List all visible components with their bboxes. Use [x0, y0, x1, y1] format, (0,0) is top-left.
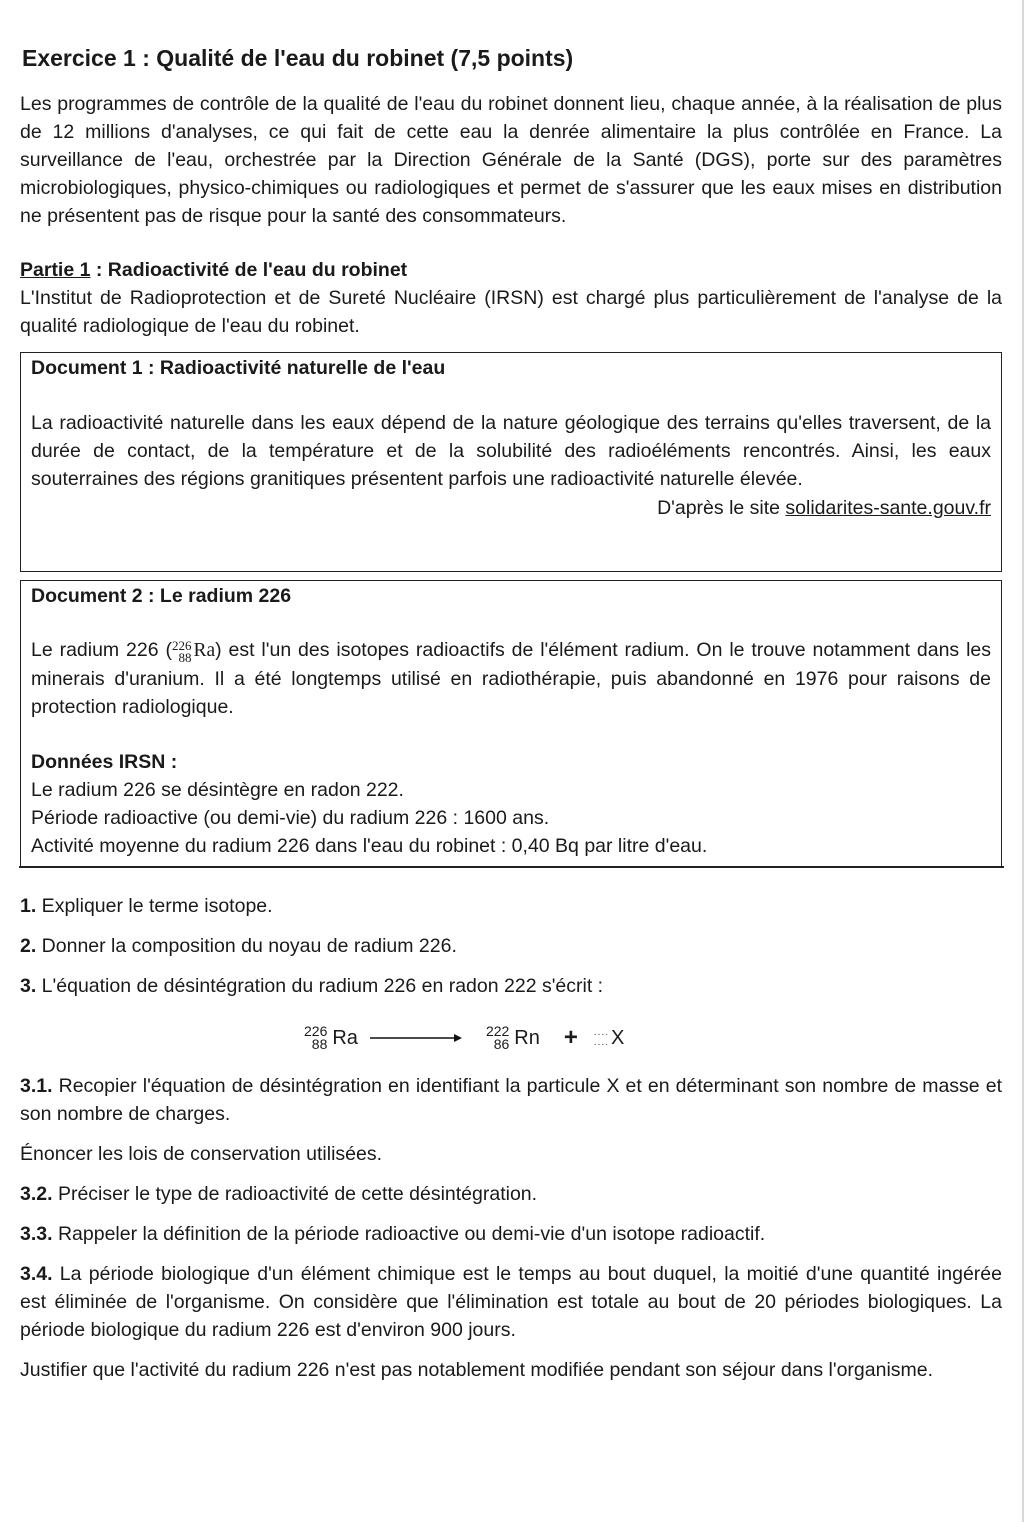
right-charge-number: 86: [493, 1036, 510, 1052]
question-3-3: 3.3. Rappeler la définition de la période radioactive ou demi-vie d'un isotope radioactif.: [20, 1223, 766, 1245]
question-1: 1. Expliquer le terme isotope.: [20, 895, 273, 917]
plus-sign: +: [563, 1024, 578, 1051]
document-2-text: [31, 636, 991, 721]
doc2-text-before: Le radium 226 (: [31, 639, 172, 661]
unknown-symbol: X: [611, 1027, 625, 1049]
document-2-box: [20, 580, 1002, 868]
document-1-title: Document 1 : Radioactivité naturelle de l'eau: [31, 357, 446, 379]
intro-paragraph: Les programmes de contrôle de la qualité de l'eau du robinet donnent lieu, chaque année, à la réalisation de plus de 12 millions d'analyses, ce qui fait de cette eau la denrée alimentaire la plus contrôlée en France. La surveillance de l'eau, orchestrée par la Direction Générale de la Santé (DGS), porte sur des paramètres microbiologiques, physico-chimiques ou radiologiques et permet de s'assurer que les eaux mises en distribution ne présentent pas de risque pour la santé des consommateurs.: [20, 93, 1002, 227]
document-1-text: La radioactivité naturelle dans les eaux dépend de la nature géologique des terrains qu'elles traversent, de la durée de contact, de la température et de la solubilité des radioéléments rencontrés. Ainsi, les eaux souterraines des régions granitiques présentent parfois une radioactivité naturelle élevée.: [31, 412, 991, 490]
document-2-bottom-border: [19, 866, 1004, 868]
source-prefix: D'après le site: [657, 497, 786, 519]
exercise-page: [20, 44, 1002, 1384]
radium-mass-number: 226: [171, 637, 192, 653]
unknown-charge-placeholder: ....: [593, 1037, 610, 1048]
part1-title: : Radioactivité de l'eau du robinet: [90, 259, 408, 281]
question-3-1-conservation: Énoncer les lois de conservation utilisées.: [20, 1143, 383, 1165]
decay-equation: [304, 1022, 1002, 1054]
question-3: 3. L'équation de désintégration du radium 226 en radon 222 s'écrit :: [20, 975, 604, 997]
document-1-source: [31, 494, 991, 522]
part1-label: Partie 1: [20, 259, 91, 281]
part1-heading: [20, 257, 1002, 284]
left-symbol: Ra: [332, 1027, 358, 1049]
irsn-data-title: Données IRSN :: [31, 751, 178, 773]
radium-symbol: Ra: [193, 640, 216, 661]
reaction-arrow-icon: [370, 1024, 462, 1052]
unknown-mass-placeholder: ....: [593, 1027, 610, 1038]
question-3-2: 3.2. Préciser le type de radioactivité de cette désintégration.: [20, 1183, 538, 1205]
exercise-title: Exercice 1 : Qualité de l'eau du robinet (7,5 points): [22, 45, 574, 71]
question-3-1: 3.1. Recopier l'équation de désintégration en identifiant la particule X et en déterminant son nombre de masse et son nombre de charges.: [20, 1075, 1002, 1125]
radium-nuclide: [304, 1024, 358, 1052]
left-mass-number: 226: [304, 1023, 328, 1039]
part1-text: L'Institut de Radioprotection et de Sureté Nucléaire (IRSN) est chargé plus particulièrement de l'analyse de la qualité radiologique de l'eau du robinet.: [20, 287, 1002, 337]
radium-charge-number: 88: [178, 649, 192, 665]
document-2-title: Document 2 : Le radium 226: [31, 585, 292, 607]
radon-nuclide: [486, 1024, 540, 1052]
left-charge-number: 88: [311, 1036, 328, 1052]
document-1-box: [20, 352, 1002, 572]
right-mass-number: 222: [485, 1023, 510, 1039]
question-3-4: 3.4. La période biologique d'un élément chimique est le temps au bout duquel, la moitié d'une quantité ingérée est éliminée de l'organisme. On considère que l'élimination est totale au bout de 20 périodes biologiques. La période biologique du radium 226 est d'environ 900 jours.: [20, 1263, 1002, 1341]
unknown-particle: [594, 1024, 624, 1052]
irsn-data-line: Période radioactive (ou demi-vie) du radium 226 : 1600 ans.: [31, 807, 550, 829]
irsn-data-line: Activité moyenne du radium 226 dans l'eau du robinet : 0,40 Bq par litre d'eau.: [31, 835, 708, 857]
right-symbol: Rn: [514, 1027, 540, 1049]
question-2: 2. Donner la composition du noyau de radium 226.: [20, 935, 457, 957]
irsn-data-line: Le radium 226 se désintègre en radon 222.: [31, 779, 404, 801]
source-link[interactable]: solidarites-sante.gouv.fr: [785, 497, 991, 519]
doc2-text-after: ) est l'un des isotopes radioactifs de l'élément radium. On le trouve notamment dans les minerais d'uranium. Il a été longtemps utilisé en radiothérapie, puis abandonné en 1976 pour raisons de protection radiologique.: [31, 639, 991, 718]
page-edge: [1022, 0, 1024, 1522]
radium-nuclide-notation: [172, 637, 215, 665]
question-3-4-justify: Justifier que l'activité du radium 226 n'est pas notablement modifiée pendant son séjour dans l'organisme.: [20, 1359, 934, 1381]
